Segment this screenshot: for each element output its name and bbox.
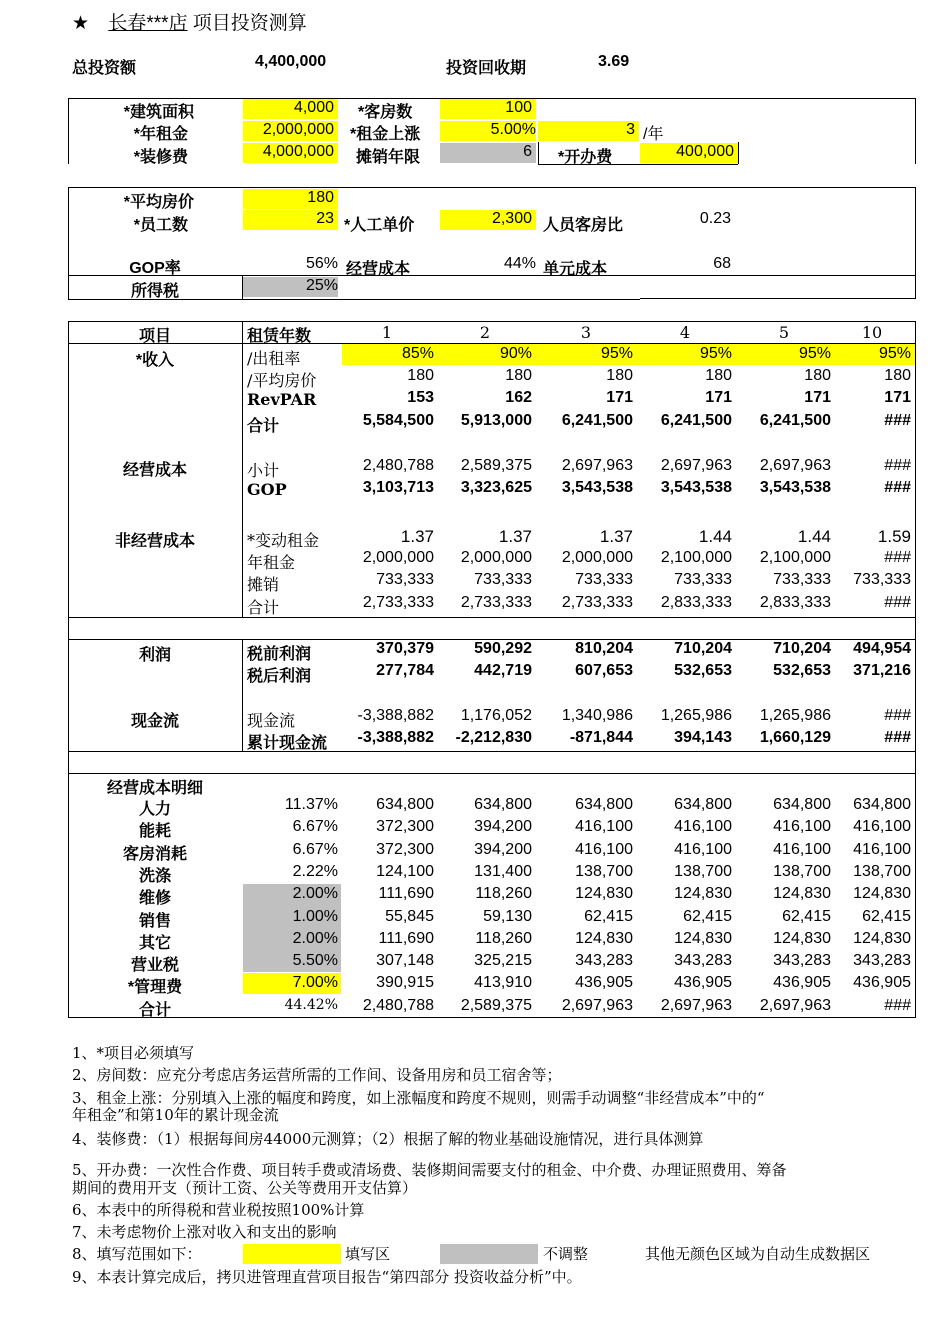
detail-row-label: 营业税: [130, 957, 179, 974]
table-cell: 416,100: [773, 841, 831, 858]
table-cell: 3,323,625: [460, 479, 532, 496]
table-cell: 733,333: [773, 571, 831, 588]
table-cell: 111,690: [378, 885, 434, 902]
table-cell: 372,300: [376, 841, 434, 858]
detail-row-label: *管理费: [127, 979, 183, 996]
table-cell: 2,480,788: [362, 997, 434, 1014]
table-cell: 124,830: [575, 930, 633, 947]
table-cell: 3,543,538: [660, 479, 732, 496]
table-cell: 124,830: [674, 930, 732, 947]
table-cell: ###: [884, 707, 911, 724]
table-cell: 1.44: [797, 527, 831, 546]
table-cell: 733,333: [674, 571, 732, 588]
table-cell: 2,833,333: [660, 594, 732, 611]
price-input[interactable]: 180: [243, 189, 338, 209]
table-cell: 394,200: [474, 841, 532, 858]
year-header: 4: [679, 323, 691, 342]
table-cell: 810,204: [575, 640, 633, 657]
table-cell: 180: [505, 367, 532, 384]
table-cell: 138,700: [575, 863, 633, 880]
detail-row-label: 能耗: [138, 823, 171, 840]
detail-pct[interactable]: 5.50%: [292, 952, 338, 969]
row-label: 小计: [247, 461, 280, 480]
table-cell: 171: [705, 389, 732, 406]
wage-label: *人工单价: [344, 217, 415, 234]
table-cell[interactable]: 95%: [878, 345, 911, 362]
ratio-value: 0.23: [699, 210, 731, 227]
title-rest: 项目投资测算: [192, 13, 307, 34]
table-cell: 343,283: [773, 952, 831, 969]
header-lease-years: 租赁年数: [247, 328, 312, 345]
table-cell: 371,216: [853, 662, 911, 679]
unit-cost-label: 单元成本: [543, 261, 608, 278]
table-cell: 2,000,000: [561, 549, 633, 566]
section-income: *收入: [135, 352, 175, 369]
section-profit: 利润: [138, 647, 171, 664]
rooms-input[interactable]: 100: [440, 99, 536, 119]
detail-pct[interactable]: 2.00%: [292, 930, 338, 947]
note-line: 7、未考虑物价上涨对收入和支出的影响: [72, 1223, 337, 1241]
gop-rate-value: 56%: [305, 255, 338, 272]
table-cell: 2,589,375: [460, 997, 532, 1014]
table-cell: 733,333: [853, 571, 911, 588]
table-cell: 118,260: [475, 930, 532, 947]
star-icon: ★: [72, 13, 90, 34]
detail-pct: 11.37%: [284, 796, 338, 813]
detail-pct: 44.42%: [284, 997, 338, 1013]
table-cell: 6,241,500: [561, 412, 633, 429]
table-cell: 532,653: [773, 662, 831, 679]
table-cell: 2,589,375: [460, 457, 532, 474]
table-cell: 138,700: [773, 863, 831, 880]
row-label: GOP: [247, 480, 287, 499]
income-tax-value: 25%: [243, 277, 338, 297]
table-cell: 2,697,963: [561, 997, 633, 1014]
table-cell: 394,143: [674, 729, 732, 746]
deco-label: *装修费: [133, 149, 188, 166]
table-cell: 416,100: [575, 818, 633, 835]
table-cell: 1.44: [698, 527, 732, 546]
ratio-label: 人员客房比: [543, 217, 624, 234]
table-cell: 62,415: [584, 908, 633, 925]
table-cell: 180: [804, 367, 831, 384]
table-cell: 2,697,963: [759, 457, 831, 474]
table-cell: 1,660,129: [759, 729, 831, 746]
table-cell: 634,800: [853, 796, 911, 813]
table-cell: ###: [884, 479, 911, 496]
detail-pct[interactable]: 2.00%: [292, 885, 338, 902]
table-cell: 124,830: [853, 885, 911, 902]
table-cell: 171: [804, 389, 831, 406]
table-cell: 162: [505, 389, 532, 406]
table-cell: ###: [884, 549, 911, 566]
table-cell: 1.37: [599, 527, 633, 546]
table-cell[interactable]: 85%: [401, 345, 434, 362]
table-cell: 59,130: [483, 908, 532, 925]
table-cell: 5,913,000: [460, 412, 532, 429]
table-cell: 62,415: [862, 908, 911, 925]
table-cell: 2,480,788: [362, 457, 434, 474]
opcost-rate-label: 经营成本: [346, 261, 411, 278]
table-cell: 634,800: [474, 796, 532, 813]
payback-value: 3.69: [598, 53, 630, 70]
row-label: 现金流: [247, 711, 296, 730]
table-cell: 442,719: [474, 662, 532, 679]
table-cell: 5,584,500: [362, 412, 434, 429]
table-cell: 6,241,500: [660, 412, 732, 429]
row-label: /平均房价: [247, 371, 317, 390]
table-cell: 2,733,333: [561, 594, 633, 611]
table-cell: 436,905: [674, 974, 732, 991]
table-cell: 416,100: [853, 818, 911, 835]
table-cell: 733,333: [575, 571, 633, 588]
table-cell: 55,845: [385, 908, 434, 925]
row-label: 累计现金流: [247, 733, 328, 752]
table-cell: 2,000,000: [460, 549, 532, 566]
table-cell: 2,697,963: [660, 997, 732, 1014]
table-cell: 1.37: [400, 527, 434, 546]
table-cell: 343,283: [853, 952, 911, 969]
table-cell[interactable]: 90%: [499, 345, 532, 362]
table-cell: 372,300: [376, 818, 434, 835]
year-header: 3: [580, 323, 592, 342]
detail-row-label: 维修: [138, 890, 171, 907]
row-label: /出租率: [247, 349, 301, 368]
note-line: 期间的费用开支（预计工资、公关等费用开支估算）: [72, 1179, 418, 1197]
detail-pct: 6.67%: [292, 841, 338, 858]
open-fee-input[interactable]: 400,000: [640, 143, 738, 163]
year-header: 5: [778, 323, 790, 342]
rooms-label: *客房数: [358, 104, 413, 121]
table-cell: -3,388,882: [357, 707, 434, 724]
table-cell: 180: [407, 367, 434, 384]
table-cell: 436,905: [853, 974, 911, 991]
table-cell: 494,954: [853, 640, 911, 657]
table-cell: 394,200: [474, 818, 532, 835]
table-cell: ###: [884, 729, 911, 746]
rent-input[interactable]: 2,000,000: [243, 121, 338, 141]
table-cell: 634,800: [773, 796, 831, 813]
table-cell: 3,543,538: [759, 479, 831, 496]
payback-label: 投资回收期: [446, 60, 527, 77]
table-cell: 307,148: [376, 952, 434, 969]
detail-row-label: 人力: [138, 801, 171, 818]
detail-pct: 6.67%: [292, 818, 338, 835]
table-cell: 416,100: [853, 841, 911, 858]
unit-cost-value: 68: [713, 255, 731, 272]
table-cell: 2,100,000: [759, 549, 831, 566]
table-cell: 3,543,538: [561, 479, 633, 496]
table-cell: 710,204: [674, 640, 732, 657]
table-cell: 138,700: [853, 863, 911, 880]
table-cell: 111,690: [378, 930, 434, 947]
table-cell: 634,800: [575, 796, 633, 813]
table-cell: 118,260: [475, 885, 532, 902]
open-fee-label: *开办费: [558, 149, 613, 166]
table-cell: 1,265,986: [660, 707, 732, 724]
table-cell: 370,379: [376, 640, 434, 657]
table-cell: 634,800: [674, 796, 732, 813]
table-cell: 2,697,963: [660, 457, 732, 474]
legend-fill-label: 填写区: [345, 1245, 391, 1263]
table-cell: 343,283: [674, 952, 732, 969]
table-cell: 710,204: [773, 640, 831, 657]
table-cell: 62,415: [683, 908, 732, 925]
year-header: 10: [861, 323, 883, 342]
wage-input[interactable]: 2,300: [440, 210, 536, 230]
table-cell: ###: [884, 457, 911, 474]
rent-rise-label: *租金上涨: [350, 126, 421, 143]
table-cell: 1.37: [498, 527, 532, 546]
table-cell: 607,653: [575, 662, 633, 679]
row-label: 税前利润: [247, 644, 312, 663]
note-line: 5、开办费：一次性合作费、项目转手费或清场费、装修期间需要支付的租金、中介费、办理证照费用、筹备: [72, 1161, 787, 1179]
table-cell: 277,784: [376, 662, 434, 679]
rent-rise-pct-input[interactable]: 5.00%: [440, 121, 536, 141]
detail-row-label: 洗涤: [138, 868, 171, 885]
row-label: RevPAR: [247, 390, 317, 409]
table-cell[interactable]: 95%: [699, 345, 732, 362]
detail-pct[interactable]: 1.00%: [292, 908, 338, 925]
section-nonop: 非经营成本: [114, 533, 195, 550]
table-cell: 180: [606, 367, 633, 384]
note-9: 9、本表计算完成后，拷贝进管理直营项目报告“第四部分 投资收益分析”中。: [72, 1268, 582, 1286]
table-cell: 436,905: [773, 974, 831, 991]
table-cell: 2,000,000: [362, 549, 434, 566]
section-opcost: 经营成本: [122, 462, 187, 479]
detail-pct[interactable]: 7.00%: [292, 974, 338, 991]
table-cell: ###: [884, 997, 911, 1014]
note-line: 1、*项目必须填写: [72, 1044, 195, 1062]
note-line: 3、租金上涨：分别填入上涨的幅度和跨度，如上涨幅度和跨度不规则，则需手动调整“非经营成本”中的“: [72, 1089, 765, 1107]
table-cell[interactable]: 95%: [600, 345, 633, 362]
row-label: 摊销: [247, 575, 280, 594]
table-cell: 2,733,333: [362, 594, 434, 611]
table-cell: 2,697,963: [561, 457, 633, 474]
area-input[interactable]: 4,000: [243, 99, 338, 119]
table-cell: 124,830: [773, 930, 831, 947]
table-cell: 171: [606, 389, 633, 406]
row-label: 税后利润: [247, 666, 312, 685]
table-cell: 1,340,986: [561, 707, 633, 724]
table-cell: 416,100: [674, 818, 732, 835]
table-cell: 6,241,500: [759, 412, 831, 429]
table-cell: 124,830: [575, 885, 633, 902]
detail-row-label: 合计: [138, 1002, 171, 1019]
table-cell: 2,697,963: [759, 997, 831, 1014]
row-label: 合计: [247, 416, 280, 435]
table-cell: 416,100: [674, 841, 732, 858]
opcost-rate-value: 44%: [503, 255, 536, 272]
section-cashflow: 现金流: [130, 713, 179, 730]
legend-auto-label: 其他无颜色区域为自动生成数据区: [645, 1245, 871, 1263]
amort-label: 摊销年限: [356, 149, 421, 166]
year-header: 2: [479, 323, 491, 342]
legend-fixed-swatch: [440, 1244, 538, 1264]
table-cell: 416,100: [773, 818, 831, 835]
rent-rise-years-input[interactable]: 3: [538, 121, 639, 141]
note-line: 6、本表中的所得税和营业税按照100%计算: [72, 1201, 365, 1219]
table-cell: 1.59: [877, 527, 911, 546]
note-line: 4、装修费：（1）根据每间房44000元测算；（2）根据了解的物业基础设施情况，进行具体测算: [72, 1130, 704, 1148]
table-cell: 416,100: [575, 841, 633, 858]
note-line: 年租金”和第10年的累计现金流: [72, 1106, 279, 1124]
table-cell: 2,100,000: [660, 549, 732, 566]
table-cell: 62,415: [782, 908, 831, 925]
note-line: 2、房间数：应充分考虑店务运营所需的工作间、设备用房和员工宿舍等；: [72, 1066, 562, 1084]
page-title: [72, 8, 307, 35]
total-investment-label: 总投资额: [72, 60, 137, 77]
table-cell: 733,333: [376, 571, 434, 588]
deco-input[interactable]: 4,000,000: [243, 143, 338, 163]
detail-row-label: 其它: [138, 935, 171, 952]
table-cell: 124,100: [376, 863, 434, 880]
gop-rate-label: GOP率: [129, 260, 181, 277]
table-cell: 3,103,713: [362, 479, 434, 496]
table-cell: -2,212,830: [455, 729, 532, 746]
table-cell: 532,653: [674, 662, 732, 679]
table-cell: 590,292: [474, 640, 532, 657]
table-cell: -3,388,882: [357, 729, 434, 746]
table-cell: 436,905: [575, 974, 633, 991]
table-cell: ###: [884, 412, 911, 429]
detail-pct: 2.22%: [292, 863, 338, 880]
row-label: 年租金: [247, 553, 296, 572]
row-label: *变动租金: [247, 531, 320, 550]
table-cell: 124,830: [853, 930, 911, 947]
year-header: 1: [381, 323, 393, 342]
table-cell: 343,283: [575, 952, 633, 969]
amort-value: 6: [440, 143, 536, 163]
detail-row-label: 客房消耗: [122, 846, 187, 863]
staff-label: *员工数: [133, 217, 188, 234]
total-investment-value: 4,400,000: [255, 53, 327, 70]
legend-fixed-label: 不调整: [543, 1245, 589, 1263]
table-cell: 390,915: [376, 974, 434, 991]
table-cell: 124,830: [674, 885, 732, 902]
table-cell: -871,844: [569, 729, 633, 746]
price-label: *平均房价: [123, 194, 194, 211]
header-item: 项目: [138, 328, 171, 345]
table-cell: 171: [884, 389, 911, 406]
table-cell: 138,700: [674, 863, 732, 880]
table-cell: 124,830: [773, 885, 831, 902]
table-cell: 180: [884, 367, 911, 384]
detail-title: 经营成本明细: [106, 780, 203, 797]
table-cell: 180: [705, 367, 732, 384]
legend-fill-swatch: [243, 1244, 341, 1264]
table-cell[interactable]: 95%: [798, 345, 831, 362]
table-cell: 413,910: [474, 974, 532, 991]
legend-lead: 8、填写范围如下：: [72, 1245, 202, 1263]
table-cell: 153: [407, 389, 434, 406]
table-cell: ###: [884, 594, 911, 611]
rent-rise-unit: /年: [643, 126, 664, 143]
table-cell: 1,176,052: [460, 707, 532, 724]
table-cell: 733,333: [474, 571, 532, 588]
table-cell: 634,800: [376, 796, 434, 813]
income-tax-label: 所得税: [130, 283, 179, 300]
table-cell: 325,215: [474, 952, 532, 969]
store-name: 长春***店: [108, 13, 188, 34]
table-cell: 2,733,333: [460, 594, 532, 611]
row-label: 合计: [247, 598, 280, 617]
detail-row-label: 销售: [138, 913, 171, 930]
staff-input[interactable]: 23: [243, 210, 338, 230]
table-cell: 1,265,986: [759, 707, 831, 724]
table-cell: 131,400: [474, 863, 532, 880]
area-label: *建筑面积: [123, 104, 194, 121]
rent-label: *年租金: [133, 126, 188, 143]
table-cell: 2,833,333: [759, 594, 831, 611]
